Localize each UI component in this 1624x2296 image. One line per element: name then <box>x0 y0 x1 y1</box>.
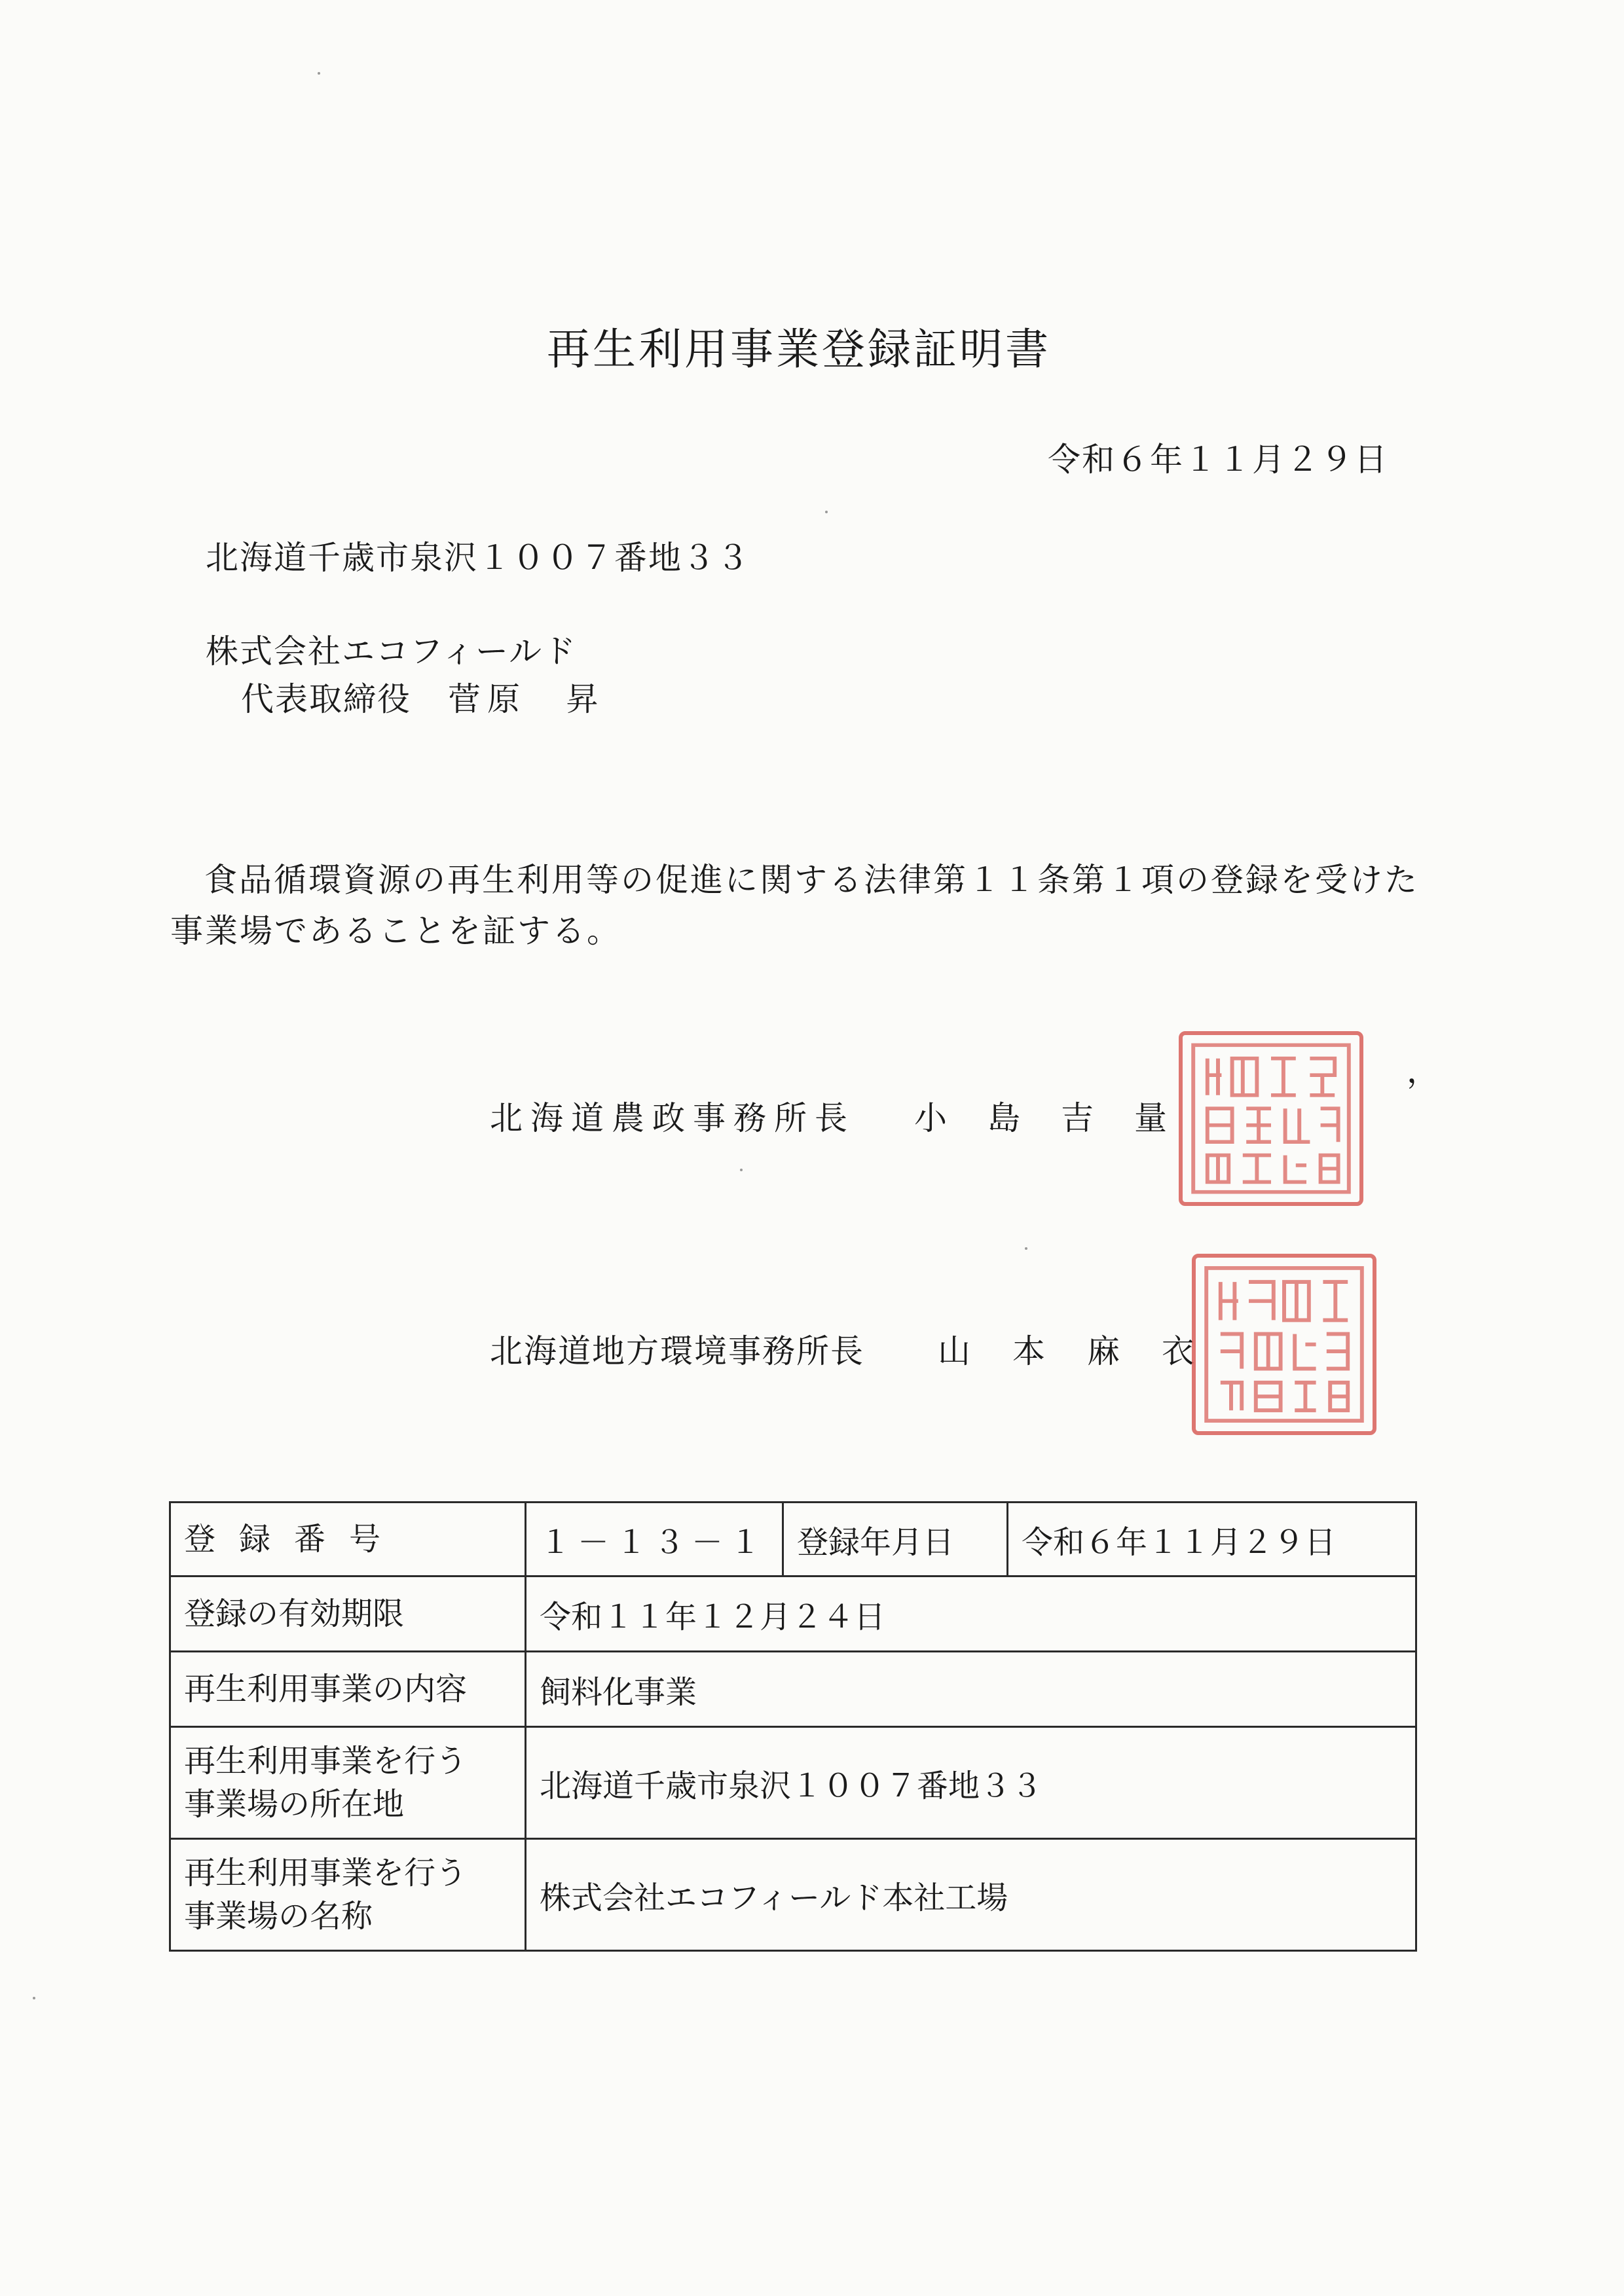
official-1 <box>490 1092 1208 1139</box>
reg-date-label: 登録年月日 <box>783 1503 1008 1576</box>
certification-text: 食品循環資源の再生利用等の促進に関する法律第１１条第１項の登録を受けた事業場であることを証する。 <box>170 861 1419 950</box>
representative-name: 菅原 昇 <box>448 680 605 718</box>
reg-number: １－１３－１ <box>526 1503 783 1576</box>
facility-name-value: 株式会社エコフィールド本社工場 <box>526 1839 1416 1951</box>
content-value: 飼料化事業 <box>526 1652 1416 1727</box>
location-label <box>170 1727 526 1839</box>
table-row <box>170 1576 1416 1652</box>
issue-date: 令和６年１１月２９日 <box>1048 441 1388 479</box>
recipient-company: 株式会社エコフィールド <box>206 632 577 670</box>
recipient-address: 北海道千歳市泉沢１００７番地３３ <box>206 539 750 577</box>
official-1-title: 北海道農政事務所長 <box>490 1099 855 1137</box>
location-label-line-1: 再生利用事業を行う <box>184 1743 468 1779</box>
scan-speck <box>318 72 320 75</box>
location-label-line-2: 事業場の所在地 <box>184 1786 405 1823</box>
facility-name-label <box>170 1839 526 1951</box>
scan-speck <box>33 1997 35 1999</box>
table-row <box>170 1839 1416 1951</box>
official-seal-1-icon <box>1179 1031 1363 1206</box>
representative-title: 代表取締役 <box>241 680 411 718</box>
official-1-name: 小島吉量 <box>914 1099 1208 1137</box>
official-2-name: 山本麻衣 <box>938 1332 1236 1370</box>
recipient-representative <box>241 673 605 720</box>
reg-number-label: 登録番号 <box>170 1503 526 1576</box>
scan-speck <box>1025 1247 1027 1250</box>
registration-table <box>169 1501 1417 1952</box>
scan-speck <box>825 511 828 513</box>
table-row <box>170 1652 1416 1727</box>
content-label: 再生利用事業の内容 <box>170 1652 526 1727</box>
document-title: 再生利用事業登録証明書 <box>547 324 1051 374</box>
official-seal-2-icon <box>1192 1254 1376 1435</box>
reg-date: 令和６年１１月２９日 <box>1008 1503 1416 1576</box>
location-value: 北海道千歳市泉沢１００７番地３３ <box>526 1727 1416 1839</box>
facility-name-label-line-2: 事業場の名称 <box>184 1898 373 1935</box>
stray-mark: ， <box>1407 1052 1439 1090</box>
table-row <box>170 1727 1416 1839</box>
table-row <box>170 1503 1416 1576</box>
official-2-title: 北海道地方環境事務所長 <box>490 1332 864 1370</box>
validity-label: 登録の有効期限 <box>170 1576 526 1652</box>
official-2 <box>490 1325 1236 1372</box>
validity-value: 令和１１年１２月２４日 <box>526 1576 1416 1652</box>
scan-speck <box>740 1169 743 1171</box>
facility-name-label-line-1: 再生利用事業を行う <box>184 1855 468 1891</box>
